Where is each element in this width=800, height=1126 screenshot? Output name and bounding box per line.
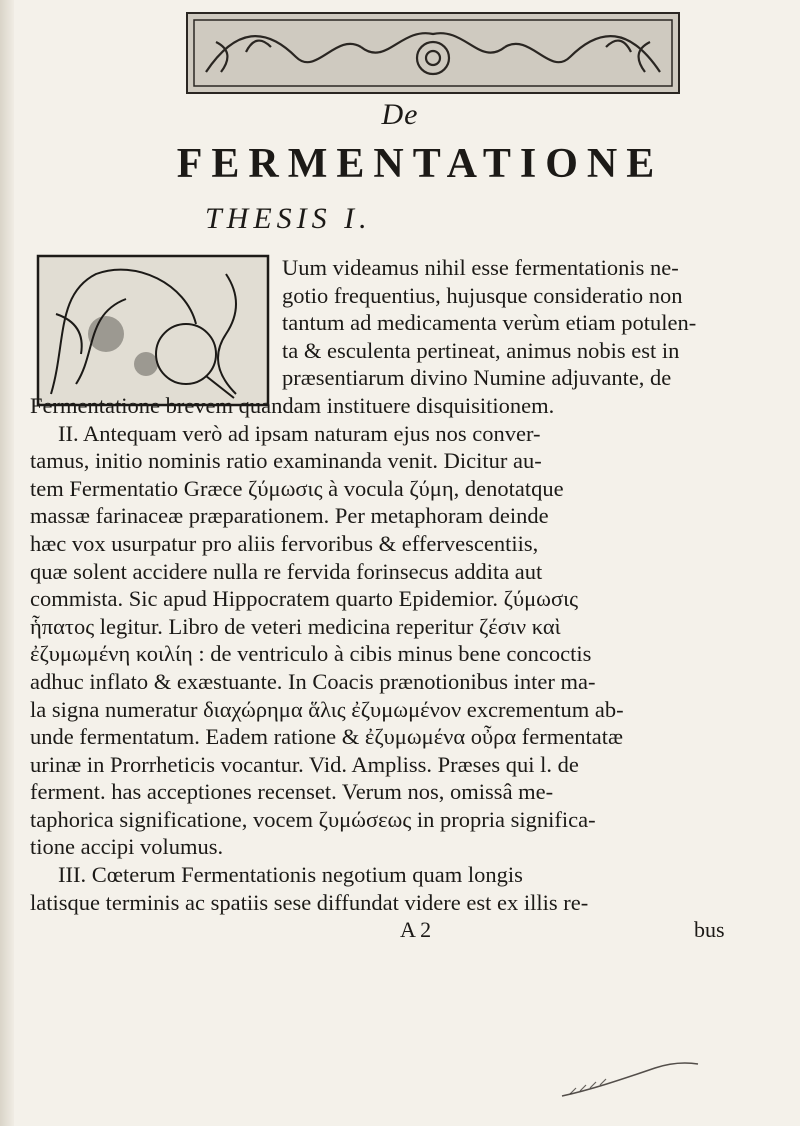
text-line: tem Fermentatio Græce ζύμωσις à vocula ζύμη, denotatque — [30, 475, 564, 501]
text-line: tione accipi volumus. — [30, 834, 224, 860]
text-line: hæc vox usurpatur pro aliis fervoribus & effervescentiis, — [30, 530, 539, 556]
text-line: ferment. has acceptiones recenset. Verum nos, omissâ me- — [30, 779, 554, 805]
text-line: urinæ in Prorrheticis vocantur. Vid. Ampliss. Præses qui l. de — [30, 751, 579, 777]
text-line: Uum videamus nihil esse fermentationis ne- — [282, 255, 679, 280]
text-line: tamus, initio nominis ratio examinanda venit. Dicitur au- — [30, 448, 542, 474]
ornamental-headpiece — [186, 12, 680, 94]
text-line: massæ farinaceæ præparationem. Per metaphoram deinde — [30, 503, 549, 529]
text-line: unde fermentatum. Eadem ratione & ἐζυμωμένα οὖρα fermentatæ — [30, 724, 623, 750]
text-line: latisque terminis ac spatiis sese diffundat videre est ex illis re- — [30, 889, 589, 915]
text-line: la signa numeratur διαχώρημα ἅλις ἐζυμωμένον excrementum ab- — [30, 696, 624, 722]
text-line: III. Cœterum Fermentationis negotium quam longis — [58, 862, 523, 888]
page-title: FERMENTATIONE — [176, 141, 664, 187]
signature-mark: A 2 — [400, 917, 432, 942]
body-text — [30, 254, 770, 916]
text-line: adhuc inflato & exæstuante. In Coacis prænotionibus inter ma- — [30, 668, 596, 694]
text-line: quæ solent accidere nulla re fervida forinsecus addita aut — [30, 558, 543, 584]
text-line: ἐζυμωμένη κοιλίη : de ventriculo à cibis minus bene concoctis — [30, 641, 592, 667]
title-preposition: De — [381, 98, 419, 131]
text-line: tantum ad medicamenta verùm etiam potulen- — [282, 310, 697, 336]
text-line: II. Antequam verò ad ipsam naturam ejus nos conver- — [58, 420, 541, 446]
text-line: Fermentatione brevem quandam instituere disquisitionem. — [30, 392, 555, 418]
text-line: ta & esculenta pertineat, animus nobis est in — [282, 337, 680, 363]
text-line: taphorica significatione, vocem ζυμώσεως in propria significa- — [30, 806, 596, 832]
catchword: bus — [694, 917, 725, 942]
text-line: gotio frequentius, hujusque consideratio non — [282, 282, 683, 308]
text-line: ἧπατος legitur. Libro de veteri medicina reperitur ζέσιν καὶ — [30, 613, 561, 639]
thesis-heading: THESIS I. — [205, 202, 372, 235]
bottom-flourish — [560, 1060, 700, 1100]
text-line: commista. Sic apud Hippocratem quarto Epidemior. ζύμωσις — [30, 586, 579, 612]
text-line: præsentiarum divino Numine adjuvante, de — [282, 365, 672, 391]
page-binding-edge — [0, 0, 14, 1126]
